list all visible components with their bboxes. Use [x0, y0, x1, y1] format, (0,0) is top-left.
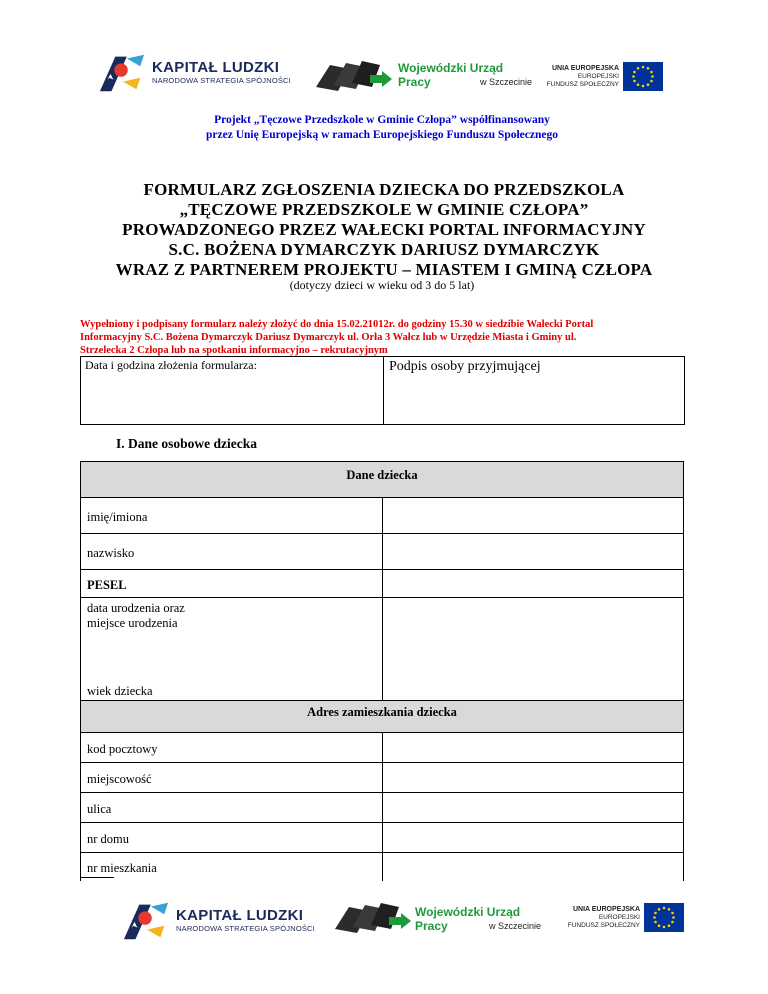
section-heading: I. Dane osobowe dziecka [116, 436, 257, 451]
project-line-2: przez Unię Europejską w ramach Europejskiego Funduszu Społecznego [206, 129, 558, 141]
project-info [80, 113, 684, 143]
table-row [81, 793, 684, 823]
footer-wup-subtitle: w Szczecinie [488, 921, 541, 931]
submission-divider [383, 357, 384, 424]
footer-eu-line2: EUROPEJSKI [598, 914, 640, 921]
wup-title: Wojewódzki Urząd Pracy [398, 61, 504, 89]
row-label-street: ulica [81, 793, 383, 823]
eu-flag-icon [623, 62, 663, 91]
signature-label: Podpis osoby przyjmującej [389, 359, 541, 374]
kapital-ludzki-emblem-icon [98, 50, 146, 94]
kapital-ludzki-subtitle: NARODOWA STRATEGIA SPÓJNOŚCI [152, 76, 291, 85]
table-bottom-stub [80, 877, 114, 878]
table-row [81, 733, 684, 763]
row-label-city: miejscowość [81, 763, 383, 793]
title-line-3: PROWADZONEGO PRZEZ WAŁECKI PORTAL INFORMACYJNY [122, 220, 646, 239]
first-name-field[interactable] [382, 498, 684, 534]
wup-logo [316, 55, 536, 95]
date-label: Data i godzina złożenia formularza: [85, 358, 257, 372]
child-data-table [80, 461, 684, 881]
footer-wup-logo [335, 897, 555, 937]
form-subtitle: (dotyczy dzieci w wieku od 3 do 5 lat) [289, 278, 475, 292]
table-row [81, 498, 684, 534]
house-number-field[interactable] [382, 823, 684, 853]
table-row [81, 534, 684, 570]
footer-eu-title: UNIA EUROPEJSKA [572, 906, 640, 913]
eu-logo [543, 62, 663, 92]
eu-line3: FUNDUSZ SPOŁECZNY [546, 81, 619, 88]
table-row [81, 598, 684, 701]
footer-wup-title: Wojewódzki Urząd Pracy [415, 905, 521, 933]
footer-wup-cards-icon [335, 899, 415, 935]
footer-kapital-ludzki-emblem-icon [122, 898, 170, 942]
address-header: Adres zamieszkania dziecka [81, 701, 684, 733]
table-row [81, 763, 684, 793]
street-field[interactable] [382, 793, 684, 823]
footer-kapital-ludzki-logo [122, 898, 315, 942]
birth-label-line-1: data urodzenia oraz [87, 601, 185, 615]
wup-subtitle: w Szczecinie [479, 77, 532, 87]
project-line-1: Projekt „Tęczowe Przedszkole w Gminie Człopa” współfinansowany [214, 114, 550, 126]
row-label-house-number: nr domu [81, 823, 383, 853]
footer-eu-flag-icon [644, 903, 684, 932]
row-label-postal-code: kod pocztowy [81, 733, 383, 763]
footer-kapital-ludzki-title: KAPITAŁ LUDZKI [176, 907, 304, 924]
wup-cards-icon [316, 57, 396, 93]
table-row [81, 570, 684, 598]
notice-line-3: Strzelecka 2 Człopa lub na spotkaniu informacyjno – rekrutacyjnym [80, 345, 388, 356]
row-label-apartment-number: nr mieszkania [81, 853, 383, 881]
child-data-header: Dane dziecka [81, 462, 684, 498]
birth-label-line-2: miejsce urodzenia [87, 616, 178, 630]
kapital-ludzki-logo [98, 50, 291, 94]
surname-field[interactable] [382, 534, 684, 570]
table-row [81, 823, 684, 853]
table-row [81, 853, 684, 881]
eu-title: UNIA EUROPEJSKA [551, 65, 619, 72]
row-label-surname: nazwisko [81, 534, 383, 570]
submission-box [80, 356, 685, 425]
title-line-1: FORMULARZ ZGŁOSZENIA DZIECKA DO PRZEDSZKOLA [143, 180, 625, 199]
row-label-pesel: PESEL [81, 570, 383, 598]
title-line-5: WRAZ Z PARTNEREM PROJEKTU – MIASTEM I GMINĄ CZŁOPA [115, 260, 653, 279]
pesel-field[interactable] [382, 570, 684, 598]
kapital-ludzki-title: KAPITAŁ LUDZKI [152, 59, 280, 76]
row-label-birth [81, 598, 383, 701]
title-line-2: „TĘCZOWE PRZEDSZKOLE W GMINIE CZŁOPA” [179, 200, 589, 219]
row-label-first-name: imię/imiona [81, 498, 383, 534]
footer-eu-logo [564, 903, 684, 933]
notice-line-1: Wypełniony i podpisany formularz należy złożyć do dnia 15.02.21012r. do godziny 15.30 w siedzibie Wałecki Portal [80, 319, 594, 330]
footer-eu-line3: FUNDUSZ SPOŁECZNY [567, 922, 640, 929]
city-field[interactable] [382, 763, 684, 793]
apartment-number-field[interactable] [382, 853, 684, 881]
eu-line2: EUROPEJSKI [577, 73, 619, 80]
form-title [60, 180, 708, 280]
birth-field[interactable] [382, 598, 684, 701]
notice-line-2: Informacyjny S.C. Bożena Dymarczyk Dariusz Dymarczyk ul. Orła 3 Wałcz lub w Urzędzie Miasta i Gminy ul. [80, 332, 577, 343]
title-line-4: S.C. BOŻENA DYMARCZYK DARIUSZ DYMARCZYK [168, 240, 600, 259]
submission-notice [80, 318, 684, 357]
postal-code-field[interactable] [382, 733, 684, 763]
footer-kapital-ludzki-subtitle: NARODOWA STRATEGIA SPÓJNOŚCI [176, 924, 315, 933]
age-label: wiek dziecka [87, 684, 153, 698]
